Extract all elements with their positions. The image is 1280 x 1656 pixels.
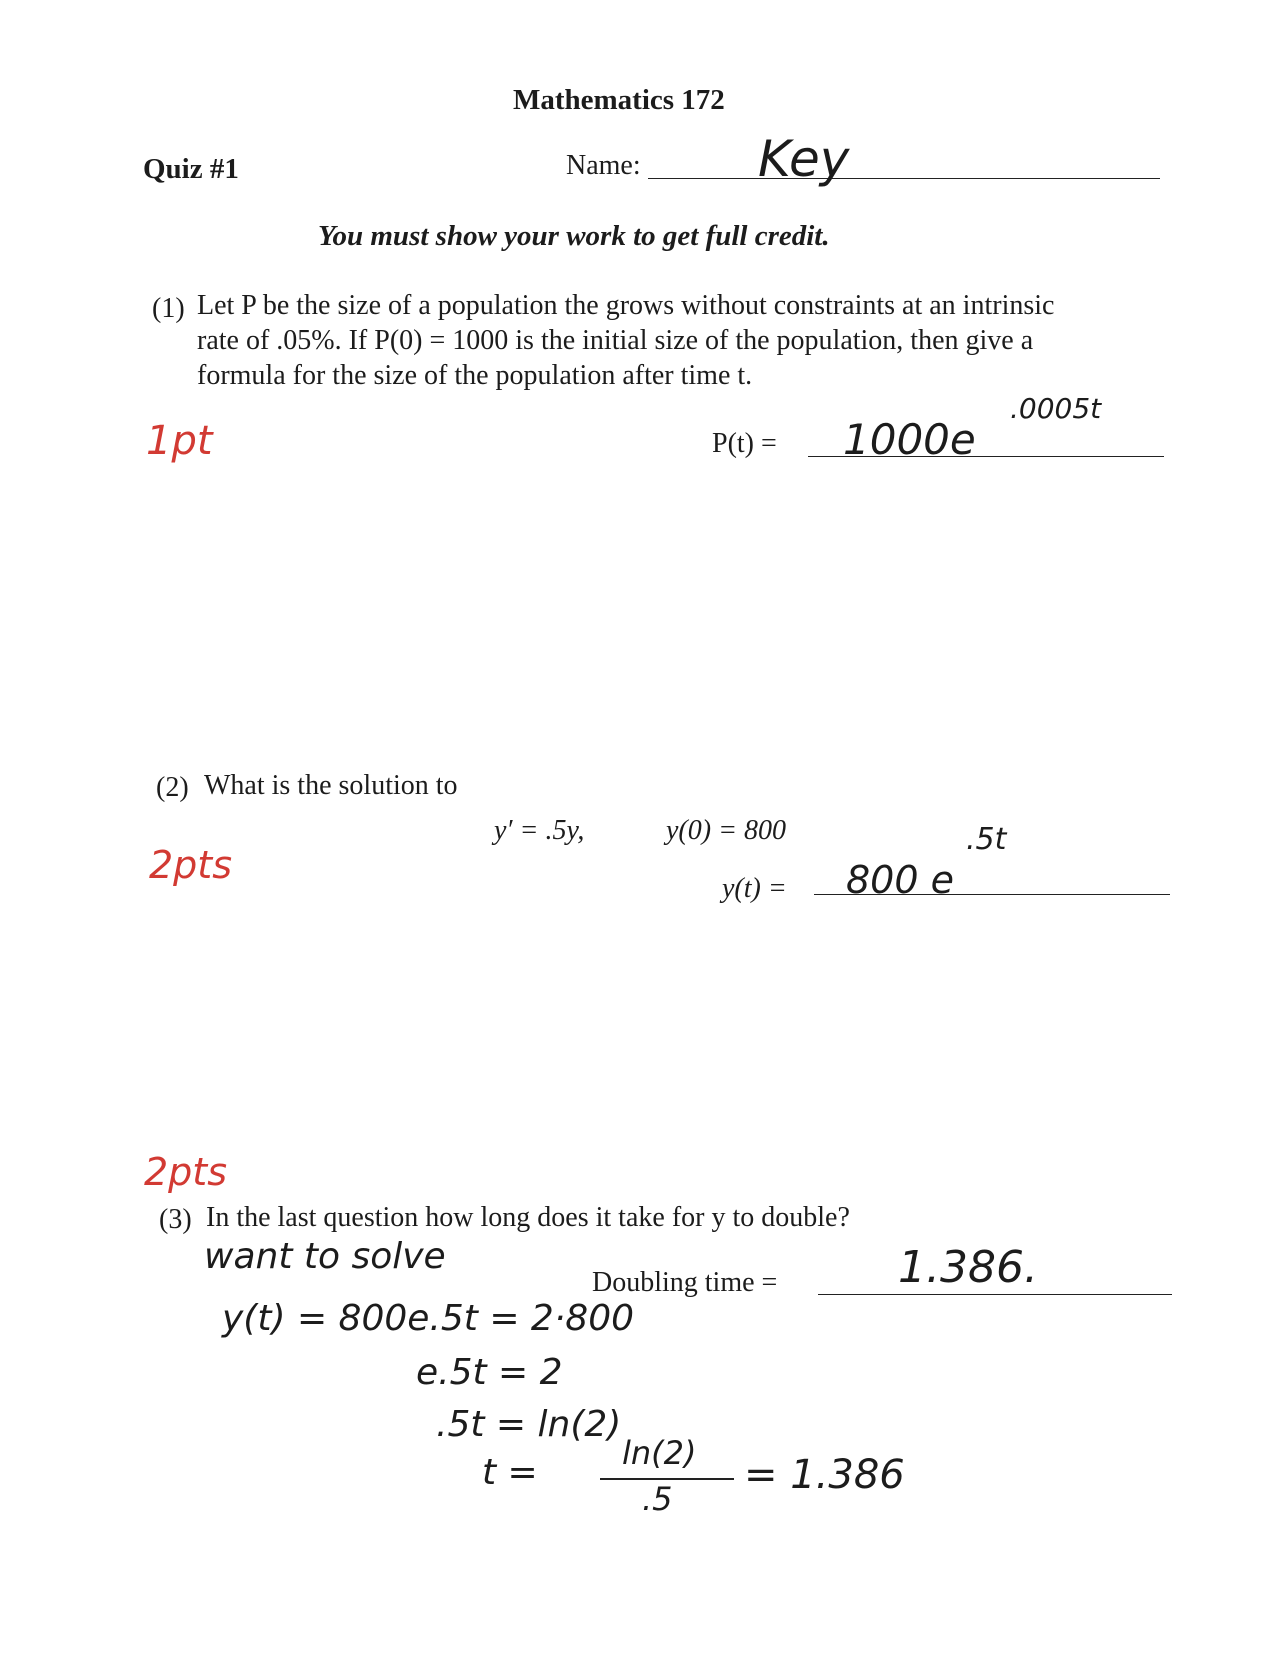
quiz-label: Quiz #1 — [143, 153, 239, 185]
q3-work-line-4-lhs: t = — [482, 1452, 538, 1493]
instructions: You must show your work to get full credit. — [318, 220, 830, 252]
q2-answer-label: y(t) = — [722, 873, 787, 904]
q2-initial-condition: y(0) = 800 — [666, 815, 786, 846]
name-value: Key — [758, 130, 850, 188]
q1-number: (1) — [152, 293, 185, 324]
q3-work-line-2: e.5t = 2 — [416, 1352, 563, 1393]
q2-answer-exponent: .5t — [966, 822, 1007, 857]
q3-answer-label: Doubling time = — [592, 1267, 778, 1298]
q3-number: (3) — [159, 1204, 192, 1235]
q3-answer-line — [818, 1294, 1172, 1295]
q3-work-line-4-rhs: = 1.386 — [744, 1452, 905, 1498]
name-label: Name: — [566, 150, 641, 181]
q3-answer-value: 1.386. — [898, 1242, 1038, 1293]
q3-prompt: In the last question how long does it take for y to double? — [206, 1202, 850, 1233]
name-underline — [648, 178, 1160, 179]
course-title: Mathematics 172 — [513, 84, 725, 116]
q2-equation: y′ = .5y, — [494, 815, 585, 846]
q1-line-2: rate of .05%. If P(0) = 1000 is the initial size of the population, then give a — [197, 325, 1034, 356]
q3-points: 2pts — [144, 1150, 227, 1194]
q3-work-line-4-numerator: ln(2) — [622, 1434, 697, 1472]
q3-work-intro: want to solve — [204, 1236, 446, 1277]
q3-work-line-3: .5t = ln(2) — [436, 1404, 622, 1445]
q1-answer-exponent: .0005t — [1010, 392, 1102, 425]
q2-number: (2) — [156, 772, 189, 803]
q3-work-line-4-denominator: .5 — [642, 1480, 673, 1518]
q2-points: 2pts — [149, 843, 232, 887]
q1-points: 1pt — [146, 418, 213, 464]
q1-line-3: formula for the size of the population after time t. — [197, 360, 753, 391]
q2-prompt: What is the solution to — [204, 770, 458, 801]
q2-answer-base: 800 e — [846, 858, 954, 902]
q1-line-1: Let P be the size of a population the grows without constraints at an intrinsic — [197, 290, 1055, 321]
q1-answer-label: P(t) = — [712, 428, 777, 459]
q1-answer-base: 1000e — [843, 415, 976, 464]
q3-work-line-1: y(t) = 800e.5t = 2·800 — [222, 1298, 634, 1339]
